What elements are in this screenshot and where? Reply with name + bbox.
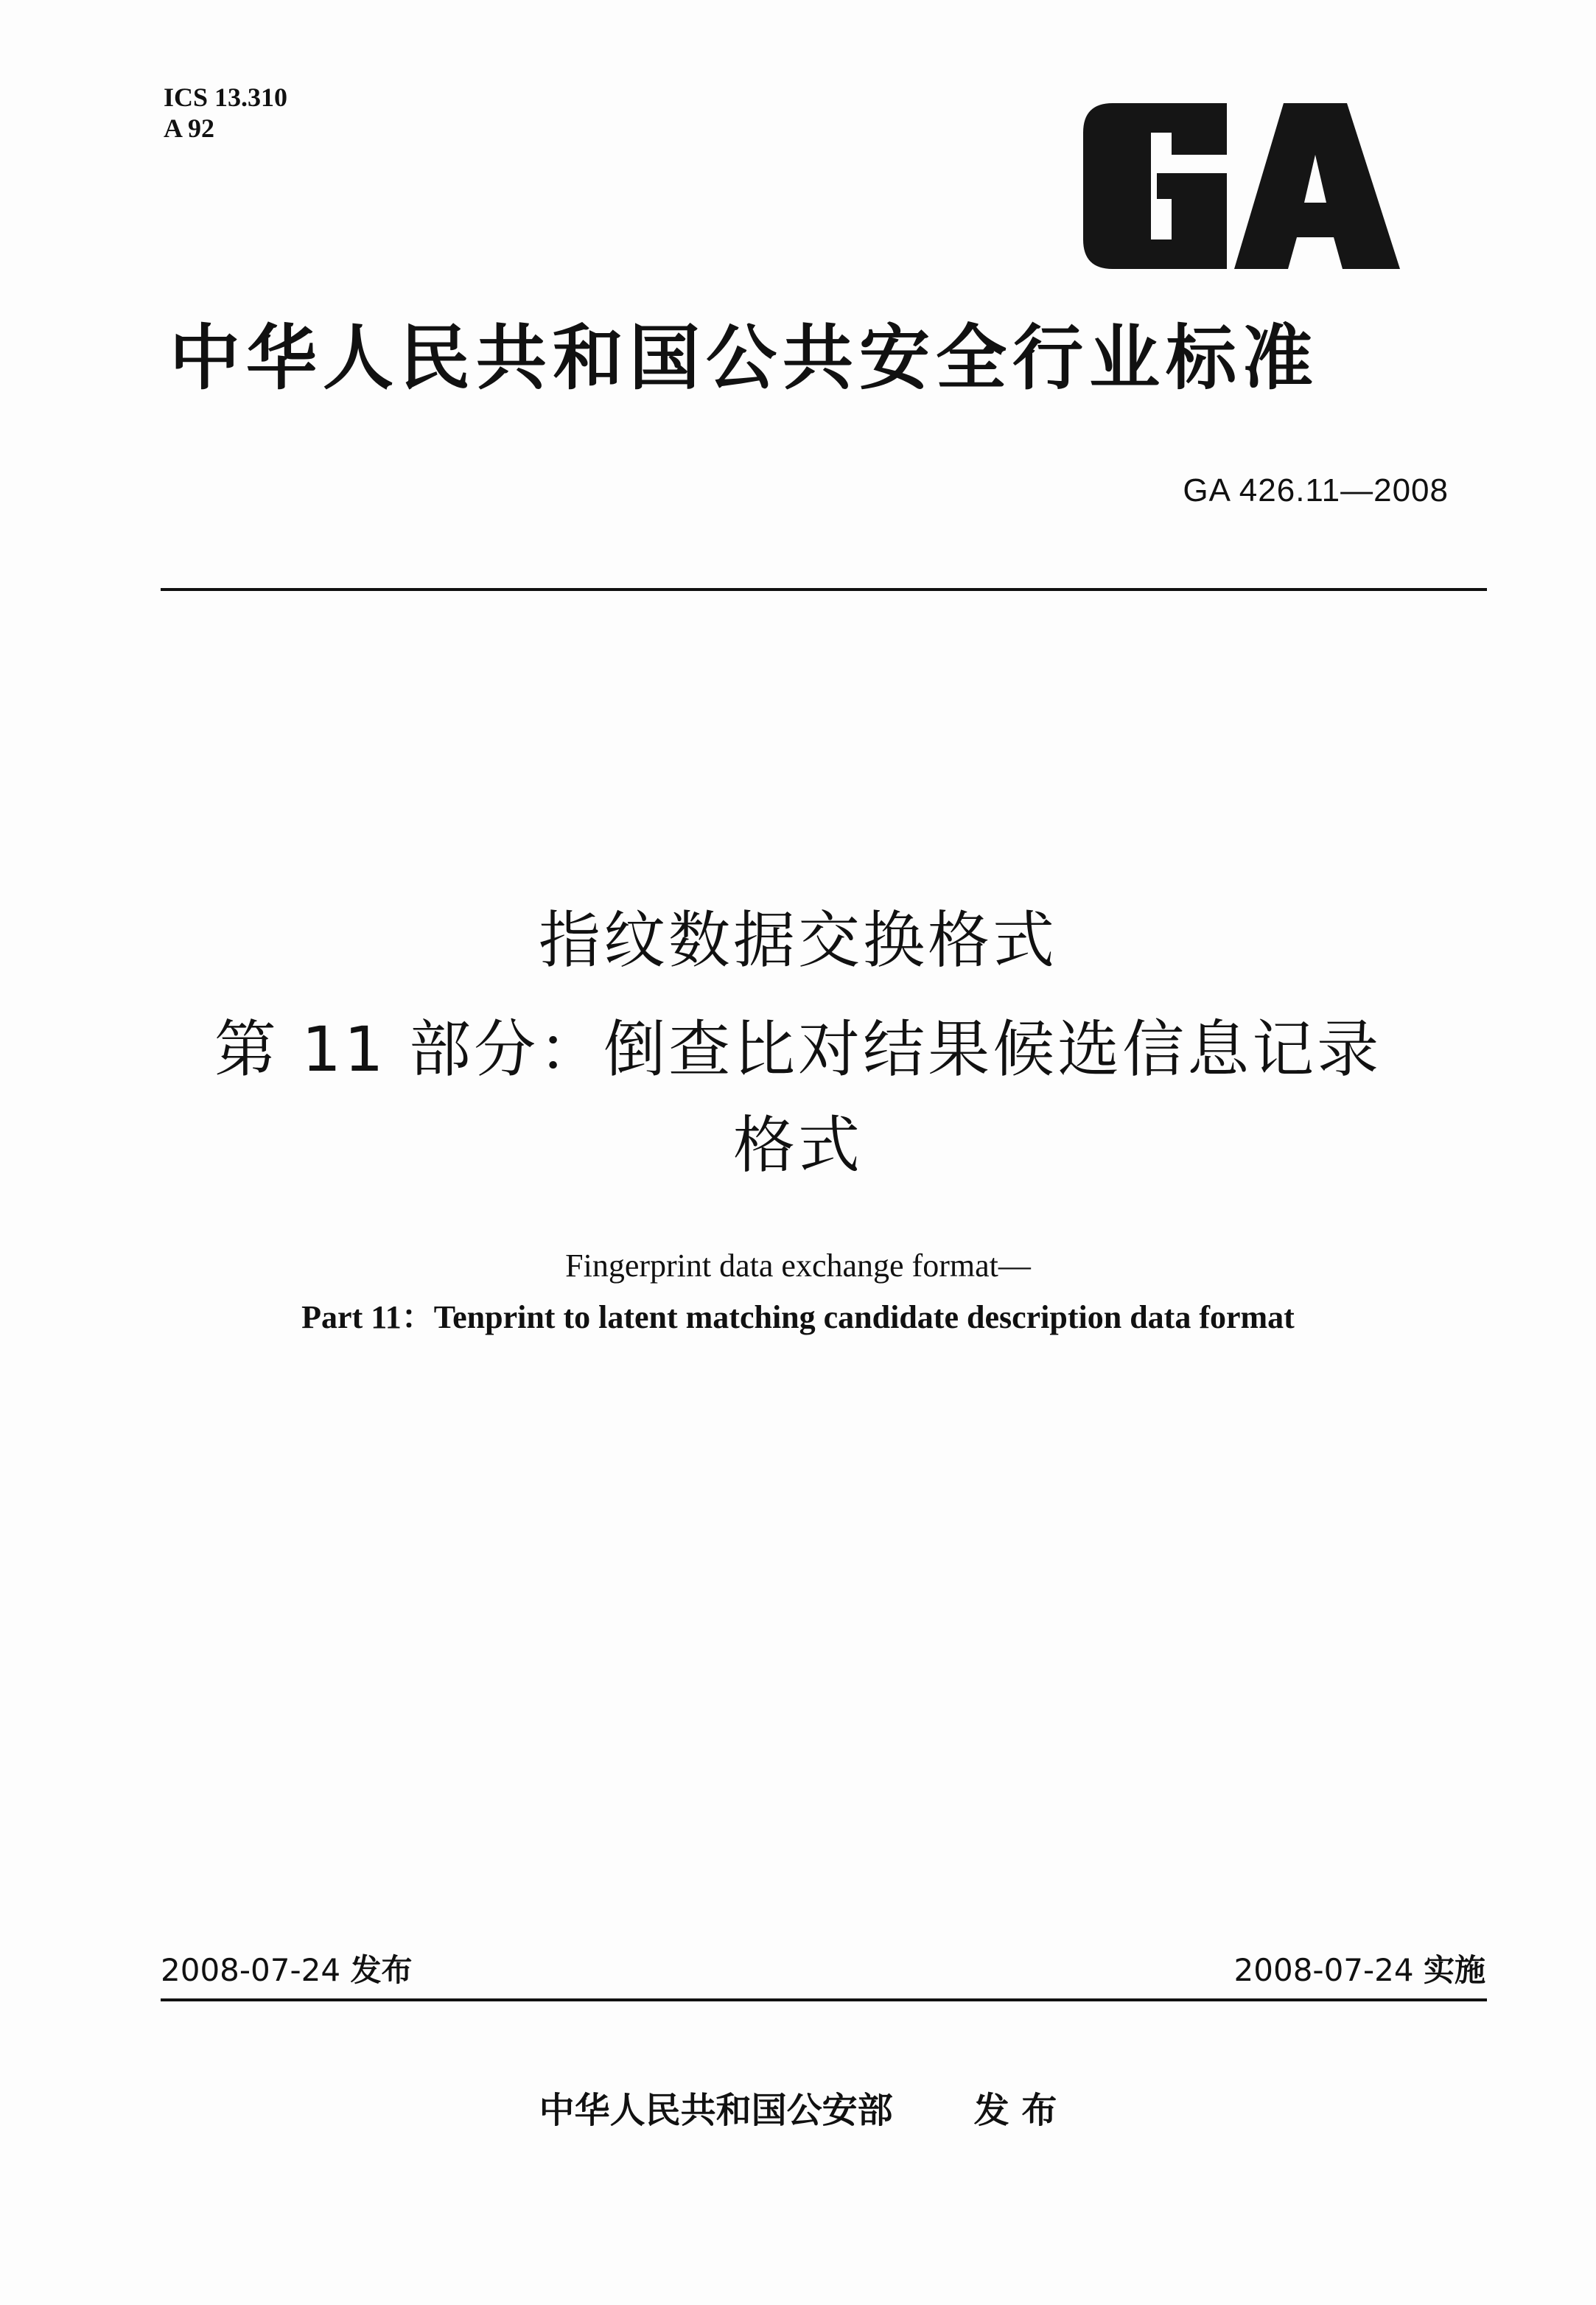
english-title-line-2: Part 11：Tenprint to latent matching candidate description data format (301, 1299, 1295, 1335)
english-title-line-1: Fingerprint data exchange format— (565, 1248, 1031, 1284)
publisher-line (0, 2088, 1596, 2133)
implement-date: 2008-07-24 (1233, 1952, 1414, 1988)
ga-logo-letter-g (1083, 103, 1227, 269)
agency-title: 中华人民共和国公共安全行业标准 (169, 317, 1319, 399)
publisher-action: 发 布 (973, 2090, 1057, 2131)
issue-date-line (161, 1951, 412, 1990)
document-title-line-1: 指纹数据交换格式 (538, 904, 1057, 976)
header-divider (161, 588, 1487, 591)
ics-code: ICS 13.310 (164, 83, 288, 112)
document-title-line-2: 第 11 部分：倒查比对结果候选信息记录 (214, 1013, 1382, 1085)
standard-number: GA 426.11—2008 (1183, 472, 1449, 508)
ga-logo (1083, 103, 1400, 269)
implement-date-line (1234, 1951, 1485, 1990)
implement-label: 实施 (1423, 1952, 1485, 1988)
issue-date: 2008-07-24 (161, 1952, 341, 1988)
document-title-line-3: 格式 (732, 1109, 863, 1181)
publisher-name: 中华人民共和国公安部 (539, 2090, 893, 2131)
issue-label: 发布 (350, 1952, 413, 1988)
ga-logo-letter-a (1234, 103, 1400, 269)
category-code: A 92 (164, 113, 215, 143)
footer-divider (161, 1998, 1487, 2001)
